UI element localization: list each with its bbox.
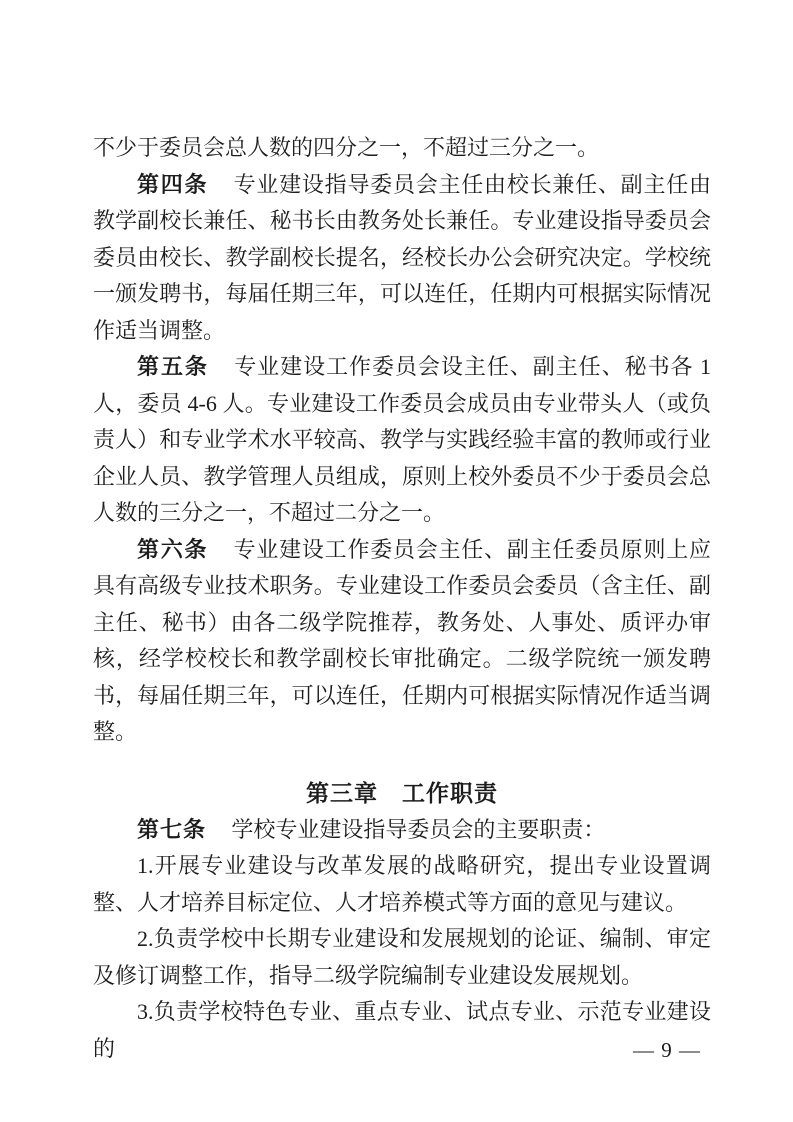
document-body	[93, 130, 711, 1067]
article-6-term: 第六条	[137, 536, 209, 562]
continuation-paragraph: 不少于委员会总人数的四分之一，不超过三分之一。	[93, 135, 600, 160]
article-5-term: 第五条	[137, 354, 209, 379]
article-7-term: 第七条	[137, 816, 207, 842]
article-4-term: 第四条	[137, 171, 209, 197]
article-5-text: 专业建设工作委员会设主任、副主任、秘书各 1 人，委员 4-6 人。专业建设工作委员会成员由专业带头人（或负责人）和专业学术水平较高、教学与实践经验丰富的教师或行业企业人员、教学管理人员组成，原则上校外委员不少于委员会总人数的三分之一，不超过二分之一。	[93, 354, 711, 525]
article-6-paragraph	[93, 532, 711, 751]
article-4-text: 专业建设指导委员会主任由校长兼任、副主任由教学副校长兼任、秘书长由教务处长兼任。专业建设指导委员会委员由校长、教学副校长提名，经校长办公会研究决定。学校统一颁发聘书，每届任期三年，可以连任，任期内可根据实际情况作适当调整。	[93, 171, 711, 343]
article-7-paragraph	[93, 812, 711, 849]
duty-item-2: 2.负责学校中长期专业建设和发展规划的论证、编制、审定及修订调整工作，指导二级学院编制专业建设发展规划。	[93, 926, 711, 988]
duty-item-3: 3.负责学校特色专业、重点专业、试点专业、示范专业建设的	[93, 999, 711, 1061]
article-5-paragraph	[93, 349, 711, 532]
article-7-text: 学校专业建设指导委员会的主要职责：	[231, 816, 606, 842]
article-4-paragraph	[93, 167, 711, 350]
page-number: — 9 —	[633, 1038, 701, 1062]
duty-item-1: 1.开展专业建设与改革发展的战略研究，提出专业设置调整、人才培养目标定位、人才培养模式等方面的意见与建议。	[93, 853, 711, 915]
article-6-text: 专业建设工作委员会主任、副主任委员原则上应具有高级专业技术职务。专业建设工作委员会委员（含主任、副主任、秘书）由各二级学院推荐，教务处、人事处、质评办审核，经学校校长和教学副校长审批确定。二级学院统一颁发聘书，每届任期三年，可以连任，任期内可根据实际情况作适当调整。	[93, 536, 711, 744]
chapter-3-heading: 第三章 工作职责	[306, 779, 498, 806]
